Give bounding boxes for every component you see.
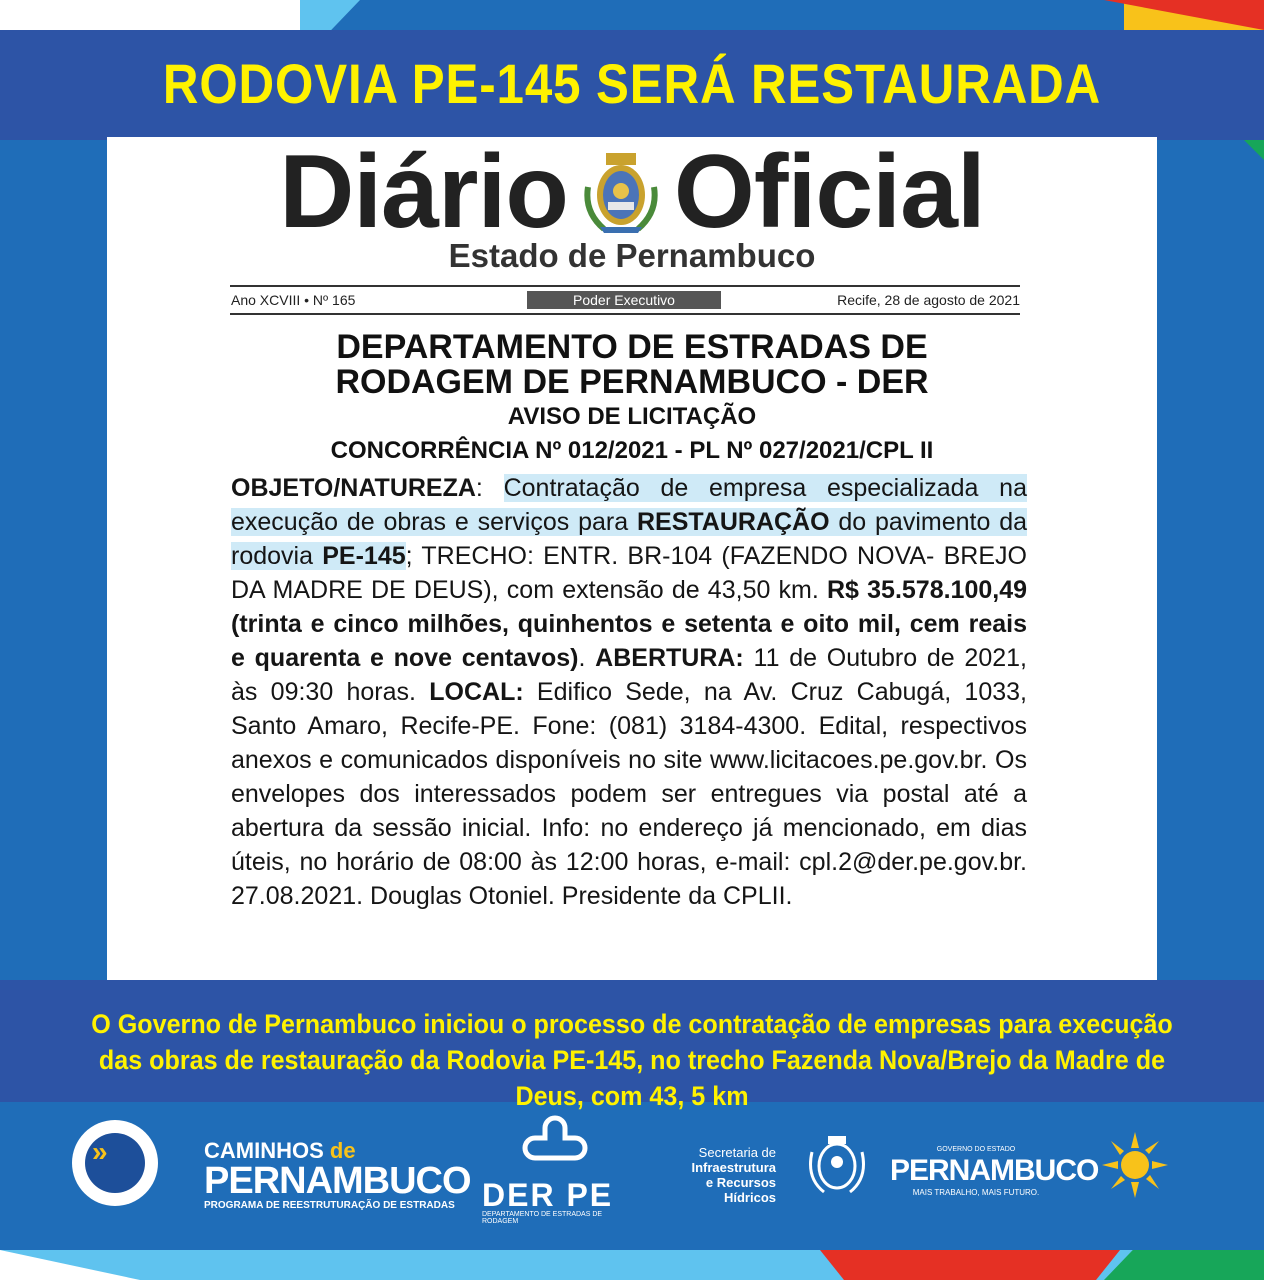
- publication-date: Recife, 28 de agosto de 2021: [837, 292, 1020, 308]
- caminhos-de-pernambuco-logo: [204, 1140, 471, 1211]
- rule-bottom: [230, 313, 1020, 315]
- state-crest-icon: [806, 1132, 868, 1198]
- pe-word: PE: [566, 1177, 614, 1213]
- gov-label: GOVERNO DO ESTADO: [936, 1146, 1016, 1153]
- headline: RODOVIA PE-145 SERÁ RESTAURADA: [162, 52, 1102, 115]
- tender-number: CONCORRÊNCIA Nº 012/2021 - PL Nº 027/2021/CPL II: [330, 437, 934, 464]
- valor-text: R$ 35.578.100,49 (trinta e cinco milhões, quinhentos e setenta e oito mil, cem reais e quarenta e nove centavos): [231, 576, 1028, 672]
- department-title-line-2: RODAGEM DE PERNAMBUCO - DER: [335, 363, 929, 401]
- secretaria-line-1: Secretaria de: [698, 1145, 776, 1160]
- rule-top: [230, 285, 1020, 287]
- gov-pernambuco-word: PERNAMBUCO: [890, 1154, 1099, 1187]
- corner-decoration-top-right-red: [1104, 0, 1264, 30]
- caminhos-pernambuco-word: PERNAMBUCO: [204, 1160, 471, 1202]
- edition-number: Ano XCVIII • Nº 165: [231, 292, 356, 308]
- corner-decoration-top-left: [0, 0, 360, 30]
- notice-body: [231, 471, 1027, 913]
- objeto-label: OBJETO/NATUREZA: [231, 474, 476, 502]
- caminhos-tagline: PROGRAMA DE REESTRUTURAÇÃO DE ESTRADAS: [204, 1200, 455, 1211]
- section-badge: Poder Executivo: [527, 291, 721, 309]
- secretaria-line-2: Infraestrutura: [691, 1160, 776, 1175]
- caminhos-de-word: de: [329, 1138, 356, 1163]
- der-pe-logo: [482, 1114, 622, 1225]
- der-word: DER: [482, 1177, 556, 1213]
- gov-slogan: MAIS TRABALHO, MAIS FUTURO.: [912, 1188, 1040, 1197]
- notice-title: AVISO DE LICITAÇÃO: [507, 403, 757, 430]
- department-title-line-1: DEPARTAMENTO DE ESTRADAS DE: [336, 328, 928, 366]
- caminhos-word: CAMINHOS: [204, 1138, 324, 1163]
- der-symbol-icon: [500, 1114, 610, 1174]
- logos-row: [0, 1102, 1264, 1250]
- bottom-decoration-white: [0, 1250, 140, 1280]
- objeto-bold-restauracao: RESTAURAÇÃO: [636, 508, 830, 536]
- pernambuco-crest-icon: [582, 147, 660, 237]
- objeto-text-2: do pavimento da rodovia: [231, 508, 1028, 570]
- logo-word-oficial: Oficial: [673, 134, 985, 250]
- plano-retomada-logo: [72, 1120, 158, 1206]
- diario-subtitle: Estado de Pernambuco: [448, 237, 816, 274]
- sun-icon: [1100, 1130, 1170, 1200]
- department-title: [107, 330, 1157, 400]
- logo-word-diario: Diário: [279, 134, 568, 250]
- separator: .: [578, 644, 596, 672]
- local-text: Edifico Sede, na Av. Cruz Cabugá, 1033, Santo Amaro, Recife-PE. Fone: (081) 3184-4300. Edital, respectivos anexos e comunicados disponíveis no site www.licitacoes.pe.gov.br. Os envelopes dos interessados podem ser entregues via postal até a abertura da sessão inicial. Info: no endereço já mencionado, em dias úteis, no horário de 08:00 às 12:00 horas, e-mail: cpl.2@der.pe.gov.br. 27.08.2021. Douglas Otoniel. Presidente da CPLII.: [231, 678, 1027, 910]
- objeto-bold-pe145: PE-145: [322, 542, 406, 570]
- secretaria-infraestrutura-logo: [654, 1145, 776, 1205]
- secretaria-line-3: e Recursos Hídricos: [705, 1175, 776, 1205]
- local-label: LOCAL:: [429, 678, 524, 706]
- abertura-text: 11 de Outubro de 2021, às 09:30 horas.: [231, 644, 1027, 706]
- abertura-label: ABERTURA:: [595, 644, 744, 672]
- diario-logo: [237, 134, 1027, 250]
- double-chevron-icon: »: [92, 1136, 108, 1167]
- objeto-colon: :: [475, 474, 504, 502]
- diario-oficial-clipping: [107, 134, 1157, 980]
- der-tagline: DEPARTAMENTO DE ESTRADAS DE RODAGEM: [482, 1211, 603, 1225]
- summary-text: O Governo de Pernambuco iniciou o processo de contratação de empresas para execução das obras de restauração da Rodovia PE-145, no trecho Fazenda Nova/Brejo da Madre de Deus, com 43, 5 km: [91, 1009, 1173, 1111]
- objeto-text-1: Contratação de empresa especializada na execução de obras e serviços para: [231, 474, 1027, 536]
- bottom-decoration-red: [820, 1250, 1120, 1280]
- trecho-text: ; TRECHO: ENTR. BR-104 (FAZENDO NOVA- BREJO DA MADRE DE DEUS), com extensão de 43,50 km.: [231, 542, 1027, 604]
